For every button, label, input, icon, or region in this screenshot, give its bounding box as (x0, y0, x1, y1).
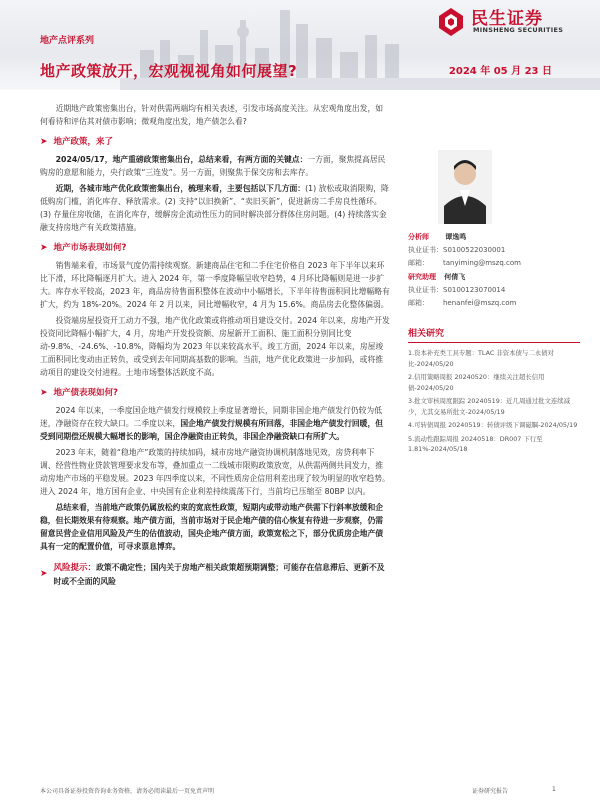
section-heading (40, 242, 390, 255)
risk-label: 风险提示： (53, 563, 97, 573)
email-label: 邮箱： (408, 299, 429, 307)
cert-label: 执业证书： (408, 286, 443, 294)
analyst-cert (408, 245, 505, 255)
logo-text-cn: 民生证券 (471, 9, 543, 29)
section-heading (40, 136, 390, 149)
paragraph: 销售端来看，市场景气度仍需持续观察。新建商品住宅和二手住宅价格自 2023 年下半年以来环比下滑，环比降幅逐月扩大。进入 2024 年，第一季度降幅呈收窄趋势，4 月环比降幅则是进一步扩大。库存水平较高，2023 年，商品房待售面积整体在波动中小幅增长，下半年待售面积同比增幅略有扩大，约为 18%-20%。2024 年 2 月以来，同比增幅收窄，4 月为 15.6%。商品房去化整体偏弱。 (40, 261, 390, 309)
analyst-cert (408, 285, 505, 295)
risk-text: 政策不确定性；国内关于房地产相关政策超预期调整；可能存在信息滞后、更新不及时或不全面的风险 (53, 563, 385, 586)
paragraph-text: 一方面，聚焦提高居民购房的意愿和能力，央行政策“三连发”。另一方面，则聚焦于保交房和去库存。 (40, 155, 386, 177)
page-number: 1 (552, 786, 556, 793)
section-title: 地产市场表现如何? (53, 243, 127, 253)
email-address[interactable]: henanfei@mszq.com (443, 299, 517, 307)
chevron-right-icon: ➤ (40, 388, 48, 398)
paragraph (40, 404, 390, 443)
paragraph: 2023 年末，随着“稳地产”政策的持续加码，城市房地产融资协调机制落地见效，房贷利率下调、经营性物业贷款管理要求发布等，叠加重点一二线城市限购政策放宽，从供需两侧共同发力，推动房地产市场的平稳发展。2023 年四季度以来，不同性质房企信用利差出现了较为明显的收窄趋势。进入 2024 年，地方国有企业、中央国有企业利差持续震荡下行，当前均已压缩至 80BP 以内。 (40, 448, 390, 496)
analyst-role: 分析师 (408, 233, 429, 241)
paragraph (40, 153, 390, 179)
section-title: 地产政策，来了 (53, 137, 114, 147)
related-research-title: 相关研究 (408, 329, 445, 339)
related-research-link[interactable]: 5.流动性跟踪周报 20240518：DR007 下行至 1.81%-2024/05/18 (408, 434, 543, 453)
related-research-link[interactable]: 3.批文审核周度跟踪 20240519：近几周通过批文连续减少，尤其交易所批文-2024/05/19 (408, 397, 571, 416)
paragraph-text: 2024 年以来，一季度国企地产债发行规模较上季度显著增长，同期非国企地产债发行仍较为低迷，净融资存在较大缺口。二季度以来， (40, 406, 382, 428)
brand-logo (435, 4, 585, 40)
related-research-link[interactable]: 4.可转债周报 20240519：转债评级下调磁瞩-2024/05/19 (408, 421, 578, 429)
analyst-role: 研究助理 (408, 273, 436, 281)
cert-number: S0100522030001 (443, 246, 506, 254)
cert-label: 执业证书： (408, 246, 443, 254)
analyst-name: 何倩飞 (444, 273, 466, 281)
report-date: 2024 年 05 月 23 日 (448, 66, 552, 77)
page-title: 地产政策放开，宏观视视角如何展望? (40, 62, 298, 80)
paragraph-highlight: 总结来看，当前地产政策仍属放松约束的宽底性政策，短期内或带动地产供需下行斜率放缓和企稳，但长期效果有待观察。地产债方面，当前市场对于民企地产债的信心恢复有待进一步观察，仍需留意民营企业信用风险及产生的估值波动，国央企地产债方面，政策宽松之下，部分优质房企地产债具有一定的配置价值，可寻求票息博弈。 (40, 503, 384, 551)
paragraph-lead: 近期，各城市地产优化政策密集出台，梳理来看，主要包括以下几方面： (55, 184, 306, 193)
logo-text-en: MINSHENG SECURITIES (473, 26, 564, 34)
email-address[interactable]: tanyiming@mszq.com (443, 259, 521, 267)
analyst-row (408, 232, 466, 242)
paragraph-highlight: 国企地产债发行规模有所回落，非国企地产债发行回暖，但受到同期偿还规模大幅增长的影响，国企净融资由正转负，非国企净融资缺口有所扩大。 (40, 419, 384, 441)
cert-number: S0100123070014 (443, 286, 506, 294)
footer-disclaimer: 本公司具备证券投资咨询业务资格，请务必阅读最后一页免责声明 (40, 788, 215, 795)
section-title: 地产债表现如何? (53, 388, 118, 398)
risk-warning (40, 561, 390, 588)
intro-paragraph: 近期地产政策密集出台，针对供需两端均有相关表述，引发市场高度关注。从宏观角度出发，如何看待和评估其对债市影响；微观角度出发，地产债怎么看? (40, 104, 384, 126)
main-content (40, 102, 390, 592)
related-research-list (408, 348, 580, 458)
chevron-right-icon: ➤ (40, 243, 48, 253)
analyst-email (408, 298, 516, 308)
related-research-link[interactable]: 2.信用策略周报 20240520：继续关注超长信用债-2024/05/20 (408, 373, 545, 392)
paragraph (40, 182, 390, 234)
paragraph-lead: 2024/05/17，地产重磅政策密集出台，总结来看，有两方面的关键点： (55, 155, 308, 164)
header-banner (0, 0, 600, 90)
logo-icon (435, 6, 467, 38)
chevron-right-icon: ➤ (40, 569, 48, 579)
analyst-photo (438, 150, 492, 224)
analyst-email (408, 258, 521, 268)
analyst-name: 谭逸鸣 (445, 233, 467, 241)
analyst-row (408, 272, 465, 282)
chevron-right-icon: ➤ (40, 137, 48, 147)
related-research-link[interactable]: 1.资本补充类工具专题：TLAC 非资本债与二永债对比-2024/05/20 (408, 349, 554, 368)
paragraph (40, 501, 390, 553)
paragraph: 投资端房屋投资开工动力不强，地产优化政策或将推动项目建设交付。2024 年以来，房地产开发投资同比降幅小幅扩大，4 月，房地产开发投资额、房屋新开工面积、施工面积分别同比变动-9.8%、-24.6%、-10.8%，降幅均为 2023 年以来较高水平。竣工方面，2024 年以来，房屋竣工面积同比变动由正转负，或受到去年同期高基数的影响。当前，地产优化政策进一步加码，或将推动项目的建设交付进程。土地市场整体活跃度不高。 (40, 316, 390, 377)
paragraph-text: (1) 放松或取消限购，降低购房门槛，消化库存、释放需求。(2) 支持“以旧换新”、“卖旧买新”，促进新房二手房良性循环。(3) 存量住房收储，在消化库存，缓解房企流动性压力的同时解决部分群体住房问题。(4) 持续落实金融支持房地产有关政策措施。 (40, 184, 389, 232)
section-heading (40, 387, 390, 400)
email-label: 邮箱： (408, 259, 429, 267)
footer-doc-type: 证券研究报告 (472, 788, 509, 795)
series-tag: 地产点评系列 (40, 36, 95, 46)
divider (408, 342, 580, 343)
